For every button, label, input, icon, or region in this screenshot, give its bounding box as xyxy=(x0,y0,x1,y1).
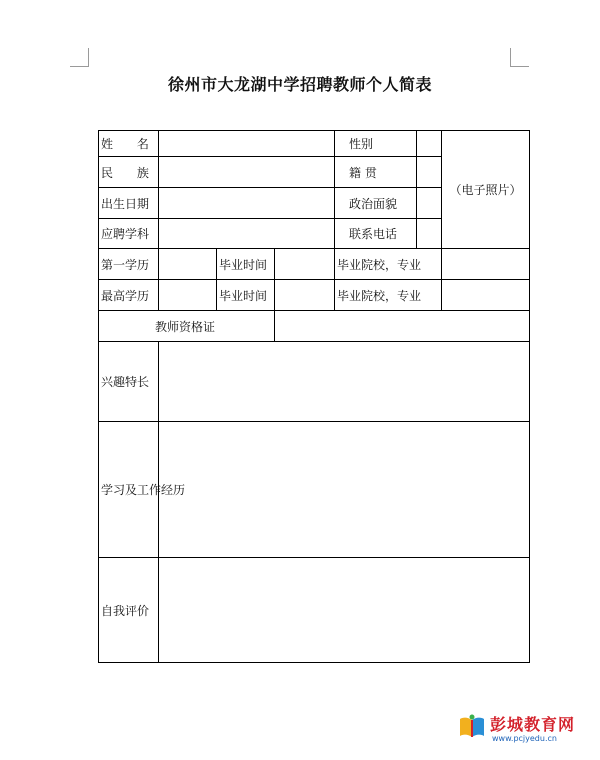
first-degree-value-cell[interactable] xyxy=(159,249,217,280)
teacher-cert-label: 教师资格证 xyxy=(99,311,275,342)
self-evaluation-label: 自我评价 xyxy=(99,558,159,663)
first-degree-label: 第一学历 xyxy=(99,249,159,280)
first-school-major-label: 毕业院校，专业 xyxy=(335,249,442,280)
subject-value-cell[interactable] xyxy=(159,219,335,249)
highest-degree-label: 最高学历 xyxy=(99,280,159,311)
row-first-degree xyxy=(99,249,530,280)
phone-value-cell[interactable] xyxy=(417,219,442,249)
interests-label: 兴趣特长 xyxy=(99,342,159,422)
watermark-brand: 彭城教育网 xyxy=(490,715,576,734)
native-place-label: 籍 贯 xyxy=(335,157,417,188)
highest-graduation-time-label: 毕业时间 xyxy=(217,280,275,311)
row-interests xyxy=(99,342,530,422)
teacher-cert-value-cell[interactable] xyxy=(275,311,530,342)
watermark-url: www.pcjyedu.cn xyxy=(492,734,557,743)
self-evaluation-value-cell[interactable] xyxy=(159,558,530,663)
row-highest-degree xyxy=(99,280,530,311)
gender-label: 性别 xyxy=(335,131,417,157)
ethnicity-value-cell[interactable] xyxy=(159,157,335,188)
birth-date-value-cell[interactable] xyxy=(159,188,335,219)
row-self-evaluation xyxy=(99,558,530,663)
row-experience xyxy=(99,422,530,558)
political-status-value-cell[interactable] xyxy=(417,188,442,219)
subject-label: 应聘学科 xyxy=(99,219,159,249)
row-name xyxy=(99,131,530,157)
first-graduation-time-label: 毕业时间 xyxy=(217,249,275,280)
highest-school-major-label: 毕业院校，专业 xyxy=(335,280,442,311)
document-title: 徐州市大龙湖中学招聘教师个人简表 xyxy=(167,75,432,94)
first-school-major-value-cell[interactable] xyxy=(442,249,530,280)
ethnicity-label: 民 族 xyxy=(99,157,159,188)
birth-date-label: 出生日期 xyxy=(99,188,159,219)
open-book-icon xyxy=(458,714,486,740)
interests-value-cell[interactable] xyxy=(159,342,530,422)
experience-value-cell[interactable] xyxy=(159,422,530,558)
row-teacher-cert xyxy=(99,311,530,342)
highest-graduation-time-value-cell[interactable] xyxy=(275,280,335,311)
page-corner-mark-left xyxy=(70,48,89,67)
first-graduation-time-value-cell[interactable] xyxy=(275,249,335,280)
name-label: 姓 名 xyxy=(99,131,159,157)
photo-cell[interactable]: （电子照片） xyxy=(442,131,530,249)
highest-school-major-value-cell[interactable] xyxy=(442,280,530,311)
native-place-value-cell[interactable] xyxy=(417,157,442,188)
experience-label: 学习及工作经历 xyxy=(99,422,159,558)
highest-degree-value-cell[interactable] xyxy=(159,280,217,311)
gender-value-cell[interactable] xyxy=(417,131,442,157)
watermark-logo xyxy=(458,712,588,752)
name-value-cell[interactable] xyxy=(159,131,335,157)
political-status-label: 政治面貌 xyxy=(335,188,417,219)
resume-form-table xyxy=(98,130,530,663)
page-corner-mark-right xyxy=(510,48,529,67)
phone-label: 联系电话 xyxy=(335,219,417,249)
